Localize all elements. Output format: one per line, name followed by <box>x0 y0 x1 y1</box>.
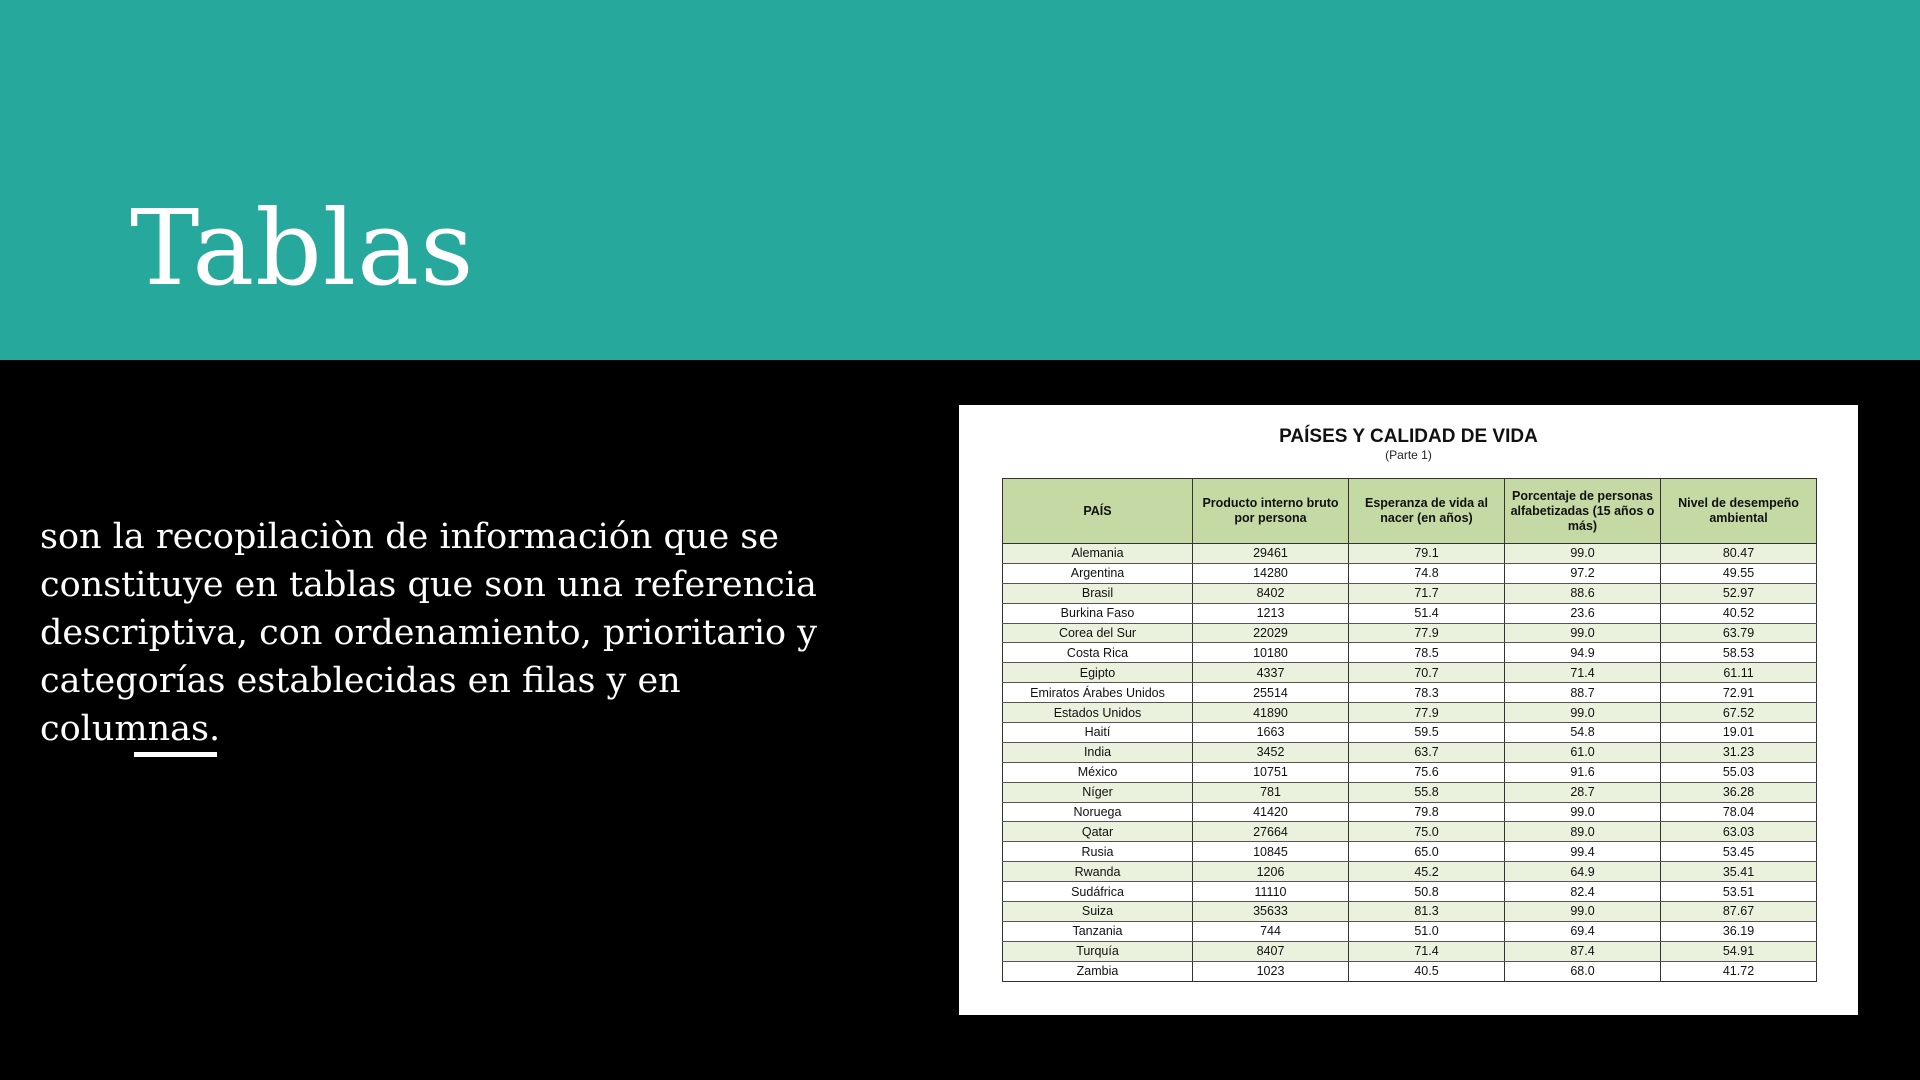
cell-gdp: 25514 <box>1193 683 1349 703</box>
cell-environment: 72.91 <box>1661 683 1817 703</box>
header-environmental-performance: Nivel de desempeño ambiental <box>1661 479 1817 544</box>
cell-environment: 52.97 <box>1661 583 1817 603</box>
cell-life-expectancy: 51.4 <box>1349 603 1505 623</box>
cell-environment: 49.55 <box>1661 563 1817 583</box>
table-header-row <box>1003 479 1817 544</box>
table-row <box>1003 683 1817 703</box>
cell-environment: 61.11 <box>1661 663 1817 683</box>
cell-country: Corea del Sur <box>1003 623 1193 643</box>
cell-gdp: 8402 <box>1193 583 1349 603</box>
cell-life-expectancy: 50.8 <box>1349 882 1505 902</box>
cell-gdp: 27664 <box>1193 822 1349 842</box>
cell-literacy: 28.7 <box>1505 782 1661 802</box>
table-row <box>1003 882 1817 902</box>
cell-country: Zambia <box>1003 961 1193 981</box>
cell-environment: 41.72 <box>1661 961 1817 981</box>
cell-life-expectancy: 59.5 <box>1349 723 1505 743</box>
cell-gdp: 4337 <box>1193 663 1349 683</box>
cell-literacy: 71.4 <box>1505 663 1661 683</box>
table-row <box>1003 782 1817 802</box>
table-subtitle: (Parte 1) <box>1385 448 1432 462</box>
cell-life-expectancy: 40.5 <box>1349 961 1505 981</box>
cell-gdp: 10845 <box>1193 842 1349 862</box>
cell-gdp: 744 <box>1193 921 1349 941</box>
cell-country: México <box>1003 762 1193 782</box>
table-row <box>1003 623 1817 643</box>
cell-literacy: 97.2 <box>1505 563 1661 583</box>
cell-environment: 63.03 <box>1661 822 1817 842</box>
cell-gdp: 1213 <box>1193 603 1349 623</box>
cell-country: Sudáfrica <box>1003 882 1193 902</box>
cell-country: Rusia <box>1003 842 1193 862</box>
cell-life-expectancy: 74.8 <box>1349 563 1505 583</box>
table-row <box>1003 822 1817 842</box>
cell-life-expectancy: 75.6 <box>1349 762 1505 782</box>
cell-literacy: 23.6 <box>1505 603 1661 623</box>
cell-environment: 54.91 <box>1661 941 1817 961</box>
cell-literacy: 87.4 <box>1505 941 1661 961</box>
cell-life-expectancy: 79.1 <box>1349 544 1505 564</box>
header-gdp-per-person: Producto interno bruto por persona <box>1193 479 1349 544</box>
cell-gdp: 10751 <box>1193 762 1349 782</box>
cell-gdp: 22029 <box>1193 623 1349 643</box>
cell-country: Tanzania <box>1003 921 1193 941</box>
cell-gdp: 1206 <box>1193 862 1349 882</box>
cell-life-expectancy: 65.0 <box>1349 842 1505 862</box>
cell-literacy: 99.0 <box>1505 544 1661 564</box>
cell-literacy: 89.0 <box>1505 822 1661 842</box>
cell-life-expectancy: 81.3 <box>1349 902 1505 922</box>
cell-life-expectancy: 71.7 <box>1349 583 1505 603</box>
cell-country: Brasil <box>1003 583 1193 603</box>
cell-country: Níger <box>1003 782 1193 802</box>
table-body <box>1003 544 1817 982</box>
cell-literacy: 99.0 <box>1505 623 1661 643</box>
cell-country: Haití <box>1003 723 1193 743</box>
cell-environment: 58.53 <box>1661 643 1817 663</box>
cell-environment: 63.79 <box>1661 623 1817 643</box>
table-row <box>1003 544 1817 564</box>
cell-country: Rwanda <box>1003 862 1193 882</box>
cell-life-expectancy: 71.4 <box>1349 941 1505 961</box>
cell-literacy: 82.4 <box>1505 882 1661 902</box>
cell-environment: 53.45 <box>1661 842 1817 862</box>
cell-environment: 36.28 <box>1661 782 1817 802</box>
cell-gdp: 35633 <box>1193 902 1349 922</box>
table-row <box>1003 862 1817 882</box>
cell-country: Emiratos Árabes Unidos <box>1003 683 1193 703</box>
table-row <box>1003 723 1817 743</box>
cell-country: Burkina Faso <box>1003 603 1193 623</box>
cell-country: Estados Unidos <box>1003 703 1193 723</box>
cell-literacy: 99.0 <box>1505 703 1661 723</box>
cell-environment: 36.19 <box>1661 921 1817 941</box>
cell-life-expectancy: 77.9 <box>1349 623 1505 643</box>
cell-life-expectancy: 55.8 <box>1349 782 1505 802</box>
cell-environment: 53.51 <box>1661 882 1817 902</box>
table-row <box>1003 961 1817 981</box>
cell-environment: 87.67 <box>1661 902 1817 922</box>
cell-environment: 78.04 <box>1661 802 1817 822</box>
cell-gdp: 781 <box>1193 782 1349 802</box>
cell-literacy: 99.4 <box>1505 842 1661 862</box>
cell-life-expectancy: 70.7 <box>1349 663 1505 683</box>
cell-country: Costa Rica <box>1003 643 1193 663</box>
cell-country: India <box>1003 742 1193 762</box>
table-row <box>1003 762 1817 782</box>
table-row <box>1003 583 1817 603</box>
quality-of-life-table <box>1002 478 1817 982</box>
cell-literacy: 88.6 <box>1505 583 1661 603</box>
header-life-expectancy: Esperanza de vida al nacer (en años) <box>1349 479 1505 544</box>
cell-country: Alemania <box>1003 544 1193 564</box>
table-row <box>1003 643 1817 663</box>
cell-environment: 67.52 <box>1661 703 1817 723</box>
cell-environment: 35.41 <box>1661 862 1817 882</box>
table-row <box>1003 902 1817 922</box>
cell-gdp: 11110 <box>1193 882 1349 902</box>
cell-gdp: 1663 <box>1193 723 1349 743</box>
table-row <box>1003 663 1817 683</box>
cell-literacy: 68.0 <box>1505 961 1661 981</box>
table-row <box>1003 563 1817 583</box>
table-row <box>1003 941 1817 961</box>
cell-country: Noruega <box>1003 802 1193 822</box>
cell-environment: 40.52 <box>1661 603 1817 623</box>
cell-gdp: 29461 <box>1193 544 1349 564</box>
cell-life-expectancy: 51.0 <box>1349 921 1505 941</box>
table-row <box>1003 703 1817 723</box>
cell-life-expectancy: 75.0 <box>1349 822 1505 842</box>
slide-title: Tablas <box>130 187 475 309</box>
cell-gdp: 14280 <box>1193 563 1349 583</box>
cell-literacy: 91.6 <box>1505 762 1661 782</box>
cell-literacy: 99.0 <box>1505 802 1661 822</box>
cell-gdp: 41890 <box>1193 703 1349 723</box>
cell-country: Egipto <box>1003 663 1193 683</box>
cell-life-expectancy: 77.9 <box>1349 703 1505 723</box>
header-country: PAÍS <box>1003 479 1193 544</box>
cell-gdp: 3452 <box>1193 742 1349 762</box>
table-title: PAÍSES Y CALIDAD DE VIDA <box>1279 426 1538 447</box>
table-row <box>1003 842 1817 862</box>
table-row <box>1003 603 1817 623</box>
cell-country: Suiza <box>1003 902 1193 922</box>
cell-literacy: 94.9 <box>1505 643 1661 663</box>
cell-country: Qatar <box>1003 822 1193 842</box>
cell-environment: 31.23 <box>1661 742 1817 762</box>
cell-environment: 55.03 <box>1661 762 1817 782</box>
cell-life-expectancy: 78.3 <box>1349 683 1505 703</box>
cell-gdp: 41420 <box>1193 802 1349 822</box>
slide-body-text: son la recopilaciòn de información que se constituye en tablas que son una referencia descriptiva, con ordenamiento, prioritario y categorías establecidas en filas y en columnas. <box>40 517 818 749</box>
cell-literacy: 64.9 <box>1505 862 1661 882</box>
cell-environment: 19.01 <box>1661 723 1817 743</box>
cell-gdp: 1023 <box>1193 961 1349 981</box>
cell-literacy: 99.0 <box>1505 902 1661 922</box>
cell-life-expectancy: 78.5 <box>1349 643 1505 663</box>
cell-country: Turquía <box>1003 941 1193 961</box>
cell-gdp: 8407 <box>1193 941 1349 961</box>
cell-literacy: 61.0 <box>1505 742 1661 762</box>
table-figure <box>959 405 1858 1015</box>
table-row <box>1003 742 1817 762</box>
cell-environment: 80.47 <box>1661 544 1817 564</box>
accent-divider <box>134 752 217 757</box>
cell-life-expectancy: 45.2 <box>1349 862 1505 882</box>
header-literacy-rate: Porcentaje de personas alfabetizadas (15 años o más) <box>1505 479 1661 544</box>
cell-life-expectancy: 79.8 <box>1349 802 1505 822</box>
cell-literacy: 69.4 <box>1505 921 1661 941</box>
table-row <box>1003 921 1817 941</box>
cell-life-expectancy: 63.7 <box>1349 742 1505 762</box>
table-row <box>1003 802 1817 822</box>
cell-literacy: 54.8 <box>1505 723 1661 743</box>
cell-gdp: 10180 <box>1193 643 1349 663</box>
cell-literacy: 88.7 <box>1505 683 1661 703</box>
cell-country: Argentina <box>1003 563 1193 583</box>
